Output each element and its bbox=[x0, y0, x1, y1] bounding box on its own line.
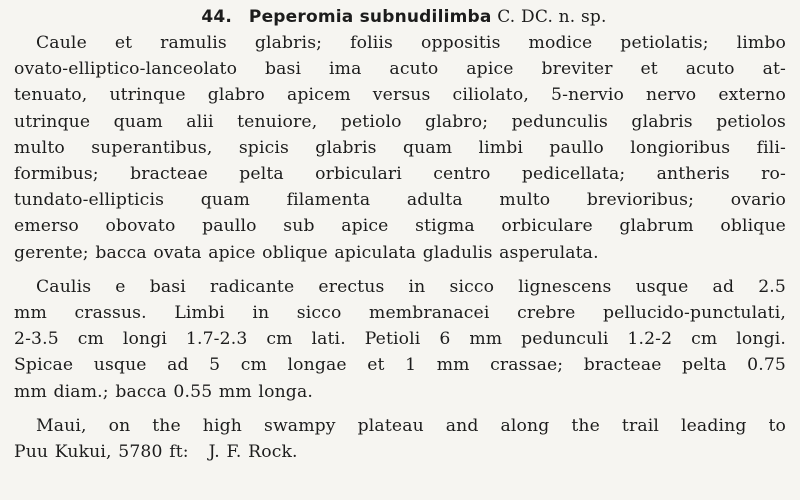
measurements-line: 2-3.5 cm longi 1.7-2.3 cm lati. Petioli 6 mm pedunculi 1.2-2 cm longi. bbox=[14, 329, 786, 350]
measurements-line: Caulis e basi radicante erectus in sicco lignescens usque ad 2.5 bbox=[36, 276, 786, 297]
locality-line bbox=[14, 439, 786, 465]
description-line: emerso obovato paullo sub apice stigma orbiculare glabrum oblique bbox=[14, 216, 786, 237]
measurements-line: Spicae usque ad 5 cm longae et 1 mm crassae; bracteae pelta 0.75 bbox=[14, 355, 786, 376]
measurements-line: mm crassus. Limbi in sicco membranacei crebre pellucido-punctulati, bbox=[14, 303, 786, 324]
species-author: C. DC. n. sp. bbox=[497, 7, 607, 27]
species-heading bbox=[14, 4, 786, 30]
locality-line: Maui, on the high swampy plateau and along the trail leading to bbox=[36, 415, 786, 436]
species-number: 44. bbox=[201, 7, 233, 27]
locality-paragraph bbox=[14, 413, 786, 465]
paragraph-gap bbox=[14, 405, 786, 413]
description-line: Caule et ramulis glabris; foliis oppositis modice petiolatis; limbo bbox=[36, 33, 786, 53]
description-line: multo superantibus, spicis glabris quam limbi paullo longioribus fili- bbox=[14, 137, 786, 158]
measurements-paragraph bbox=[14, 274, 786, 405]
species-name: Peperomia subnudilimba bbox=[248, 7, 492, 27]
collector-name: J. F. Rock. bbox=[208, 442, 298, 463]
description-line: tenuato, utrinque glabro apicem versus ciliolato, 5-nervio nervo externo bbox=[14, 85, 786, 106]
description-paragraph bbox=[14, 30, 786, 266]
locality-place: Puu Kukui, 5780 ft: bbox=[14, 442, 189, 463]
description-line: tundato-ellipticis quam filamenta adulta multo brevioribus; ovario bbox=[14, 190, 786, 211]
paragraph-gap bbox=[14, 266, 786, 274]
measurements-line: mm diam.; bacca 0.55 mm longa. bbox=[14, 381, 313, 402]
description-line: ovato-elliptico-lanceolato basi ima acuto apice breviter et acuto at- bbox=[14, 59, 786, 80]
description-line: utrinque quam alii tenuiore, petiolo glabro; pedunculis glabris petiolos bbox=[14, 111, 786, 132]
description-line: formibus; bracteae pelta orbiculari centro pedicellata; antheris ro- bbox=[14, 164, 786, 185]
description-line: gerente; bacca ovata apice oblique apiculata gladulis asperulata. bbox=[14, 242, 599, 263]
